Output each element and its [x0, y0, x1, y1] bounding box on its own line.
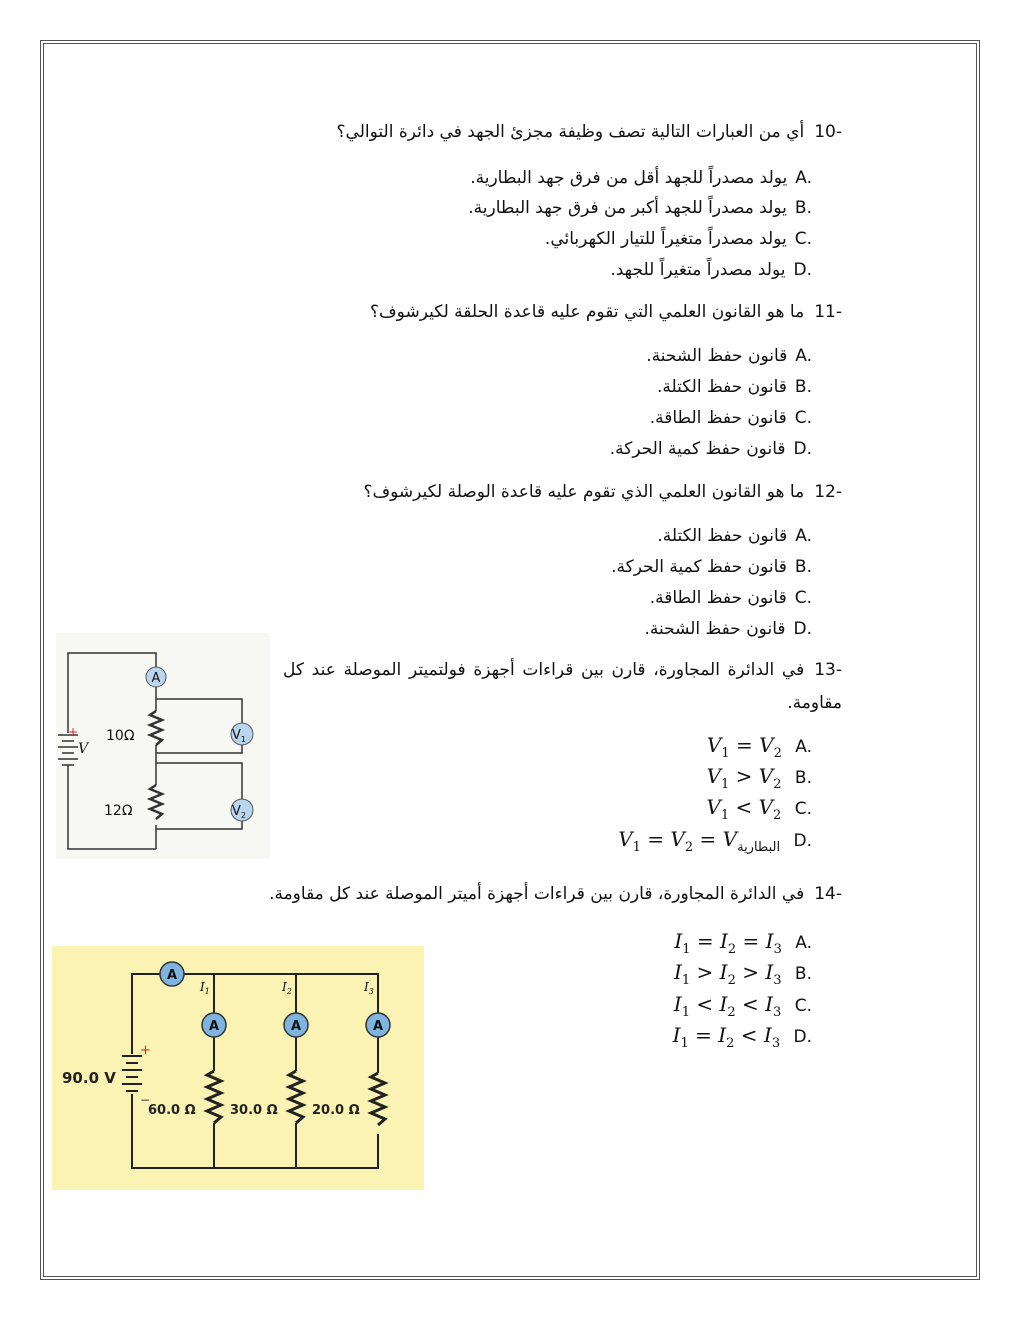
option-text: قانون حفظ الكتلة. [657, 526, 788, 546]
option-text: قانون حفظ الكتلة. [656, 377, 787, 397]
option-expression: $I_1 < I_2 < I_3$ [673, 992, 782, 1020]
option-letter: B. [794, 557, 812, 577]
option-letter: C. [794, 996, 812, 1016]
option-11-b[interactable] [657, 372, 812, 402]
ammeter-3 [366, 1013, 390, 1037]
question-10 [337, 122, 842, 142]
option-text: قانون حفظ كمية الحركة. [611, 557, 787, 577]
option-10-d[interactable] [610, 255, 812, 285]
option-14-a[interactable] [674, 926, 812, 957]
option-11-a[interactable] [646, 341, 812, 371]
battery-plus: + [140, 1043, 151, 1058]
question-number: 13- [814, 660, 842, 680]
option-expression: $I_1 = I_2 = I_3$ [674, 929, 782, 957]
svg-text:A: A [290, 1019, 302, 1034]
question-text: في الدائرة المجاورة، قارن بين قراءات أجهزة أميتر الموصلة عند كل مقاومة. [269, 884, 805, 904]
option-12-a[interactable] [657, 521, 812, 551]
voltmeter-1-label: $V_1$ [232, 728, 246, 744]
question-text: ما هو القانون العلمي التي تقوم عليه قاعدة الحلقة لكيرشوف؟ [370, 302, 805, 322]
option-letter: A. [795, 933, 812, 953]
circuit-diagram-14 [52, 946, 424, 1190]
current-label-3: $I_3$ [364, 980, 374, 996]
resistor-1-label: 10Ω [106, 728, 135, 744]
option-letter: D. [793, 439, 812, 459]
option-text: قانون حفظ الطاقة. [649, 588, 787, 608]
battery-plus: + [68, 725, 79, 739]
option-14-b[interactable] [674, 957, 812, 988]
option-letter: C. [794, 408, 812, 428]
svg-text:A: A [166, 968, 178, 983]
svg-text:A: A [372, 1019, 384, 1034]
option-10-a[interactable] [470, 163, 812, 193]
question-text: ما هو القانون العلمي الذي تقوم عليه قاعدة الوصلة لكيرشوف؟ [363, 482, 805, 502]
ammeter-2 [284, 1013, 308, 1037]
question-text: أي من العبارات التالية تصف وظيفة مجزئ الجهد في دائرة التوالي؟ [336, 122, 805, 142]
option-14-d[interactable] [673, 1020, 812, 1051]
option-letter: C. [794, 588, 812, 608]
option-letter: A. [795, 526, 812, 546]
option-13-d[interactable] [618, 824, 812, 855]
option-13-b[interactable] [707, 761, 812, 792]
option-text: قانون حفظ الطاقة. [649, 408, 787, 428]
option-letter: C. [794, 799, 812, 819]
svg-text:A: A [208, 1019, 220, 1034]
option-letter: B. [794, 768, 812, 788]
question-text: في الدائرة المجاورة، قارن بين قراءات أجهزة فولتميتر الموصلة عند كل مقاومة. [283, 660, 842, 713]
current-label-2: $I_2$ [282, 980, 292, 996]
question-number: 11- [814, 302, 842, 322]
option-text: يولد مصدراً للجهد أكبر من فرق جهد البطارية. [468, 198, 787, 218]
question-number: 12- [814, 482, 842, 502]
resistor-1-label: 60.0 Ω [148, 1103, 196, 1118]
option-text: يولد مصدراً متغيراً للجهد. [610, 260, 786, 280]
option-12-d[interactable] [644, 614, 812, 644]
option-expression: $I_1 > I_2 > I_3$ [673, 960, 782, 988]
option-expression: $V_1 = V_2 = V_{البطارية}$ [618, 827, 781, 855]
resistor-2-label: 12Ω [104, 803, 133, 819]
voltmeter-2-label: $V_2$ [232, 804, 246, 820]
ammeter-label: A [151, 671, 161, 686]
option-letter: A. [795, 168, 812, 188]
option-12-b[interactable] [611, 552, 812, 582]
option-letter: A. [795, 346, 812, 366]
resistor-3-label: 20.0 Ω [312, 1103, 360, 1118]
circuit-diagram-13 [56, 633, 270, 859]
option-expression: $V_1 = V_2$ [706, 733, 782, 761]
question-number: 14- [814, 884, 842, 904]
option-letter: C. [794, 229, 812, 249]
option-14-c[interactable] [674, 989, 812, 1020]
option-letter: D. [793, 619, 812, 639]
option-13-a[interactable] [707, 730, 812, 761]
option-11-d[interactable] [610, 434, 812, 464]
question-11 [370, 302, 842, 322]
option-text: قانون حفظ الشحنة. [644, 619, 786, 639]
ammeter-1 [202, 1013, 226, 1037]
option-expression: $V_1 < V_2$ [706, 795, 782, 823]
battery-minus: − [140, 1093, 151, 1107]
option-letter: A. [795, 737, 812, 757]
option-12-c[interactable] [650, 583, 812, 613]
option-text: قانون حفظ كمية الحركة. [609, 439, 786, 459]
option-10-c[interactable] [545, 224, 812, 254]
option-10-b[interactable] [468, 193, 812, 223]
option-text: يولد مصدراً للجهد أقل من فرق جهد البطارية. [470, 168, 788, 188]
option-letter: D. [793, 831, 812, 851]
current-label-1: $I_1$ [200, 980, 210, 996]
option-11-c[interactable] [650, 403, 812, 433]
option-expression: $I_1 = I_2 < I_3$ [672, 1023, 781, 1051]
option-letter: D. [793, 1027, 812, 1047]
option-text: يولد مصدراً متغيراً للتيار الكهربائي. [544, 229, 787, 249]
question-12 [363, 482, 842, 502]
ammeter-main [160, 962, 184, 986]
question-13 [283, 654, 842, 720]
battery-voltage: 90.0 V [62, 1069, 116, 1087]
option-letter: B. [794, 198, 812, 218]
option-expression: $V_1 > V_2$ [706, 764, 782, 792]
question-number: 10- [814, 122, 842, 142]
resistor-2-label: 30.0 Ω [230, 1103, 278, 1118]
option-letter: B. [794, 377, 812, 397]
option-letter: B. [794, 964, 812, 984]
option-text: قانون حفظ الشحنة. [646, 346, 788, 366]
battery-label: V [78, 741, 89, 757]
option-letter: D. [793, 260, 812, 280]
question-14 [269, 884, 842, 904]
option-13-c[interactable] [706, 792, 812, 823]
